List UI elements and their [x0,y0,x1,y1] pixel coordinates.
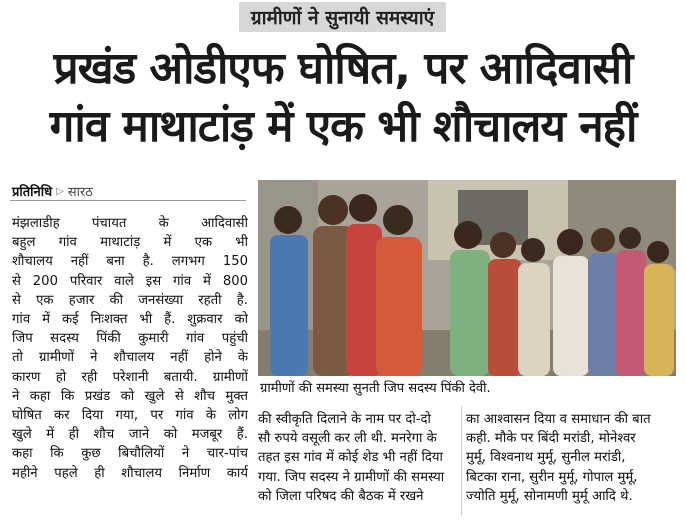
column-3-line: बिटका राना, सुरीन मुर्मू, गोपाल मुर्मू, [466,469,638,485]
column-1-line: कहा कि कुछ बिचौलियों ने चार-पांच [12,446,248,462]
column-1-line: घोषित कर दिया गया, पर गांव के लोग [12,408,248,424]
headline-line-2: गांव माथाटांड़ में एक भी शौचालय नहीं [49,101,637,152]
play-triangle-icon: ▷ [56,185,64,197]
villagers-photo-illustration [258,180,676,376]
article-column-1 [12,214,248,483]
column-3-line: ज्योति मुर्मू, सोनामणी मुर्मू आदि थे. [466,488,633,504]
column-1-line: बहुल गांव माथाटांड़ में एक भी [12,235,248,251]
news-photo [258,180,676,376]
byline-reporter: प्रतिनिधि [12,185,53,200]
column-2-line: को जिला परिषद की बैठक में रखने [258,488,424,504]
column-1-line: गांव में कई निःशक्त भी हैं. शुक्रवार को [12,312,248,328]
headline [8,40,678,156]
column-2-line: गया. जिप सदस्य ने ग्रामीणों की समस्या [258,469,445,485]
column-3-line: कही. मौके पर बिंदी मरांडी, मोनेश्वर [466,431,636,447]
column-3-line: का आश्वासन दिया व समाधान की बात [466,412,651,427]
column-1-line: महीने पहले ही शौचालय निर्माण कार्य [12,465,248,481]
article-column-2 [258,410,458,506]
kicker-bar [0,0,685,34]
photo-caption: ग्रामीणों की समस्या सुनती जिप सदस्य पिंकी देवी. [260,381,491,396]
column-divider [461,406,462,516]
column-2-line: की स्वीकृति दिलाने के नाम पर दो-दो [258,412,431,427]
column-1-line: ने कहा कि प्रखंड को खुले से शौच मुक्त [12,388,248,404]
column-1-line: मंझलाडीह पंचायत के आदिवासी [12,216,248,231]
article-column-3 [466,410,676,506]
headline-line-1: प्रखंड ओडीएफ घोषित, पर आदिवासी [53,43,633,94]
column-2-line: तहत इस गांव में कोई शेड भी नहीं दिया [258,450,443,466]
byline-divider [10,200,246,201]
column-3-line: मुर्मू, विश्वनाथ मुर्मू, सुनील मरांडी, [466,450,626,466]
column-1-line: जिप सदस्य पिंकी कुमारी गांव पहुंची [12,331,248,347]
column-1-line: से एक हजार की जनसंख्या रहती है. [12,292,248,308]
column-1-line: तो ग्रामीणों ने शौचालय नहीं होने के [12,350,248,366]
kicker-label: ग्रामीणों ने सुनायी समस्याएं [239,2,446,32]
byline [12,182,93,200]
column-1-line: शौचालय नहीं बना है. लगभग 150 [12,254,248,270]
column-1-line: से 200 परिवार वाले इस गांव में 800 [12,273,248,289]
byline-place: सारठ [67,185,93,200]
column-1-line: कारण हो रही परेशानी बतायी. ग्रामीणों [12,369,248,385]
column-2-line: सौ रुपये वसूली कर ली थी. मनरेगा के [258,431,437,447]
column-1-line: खुले में ही शौच जाने को मजबूर हैं. [12,427,248,443]
